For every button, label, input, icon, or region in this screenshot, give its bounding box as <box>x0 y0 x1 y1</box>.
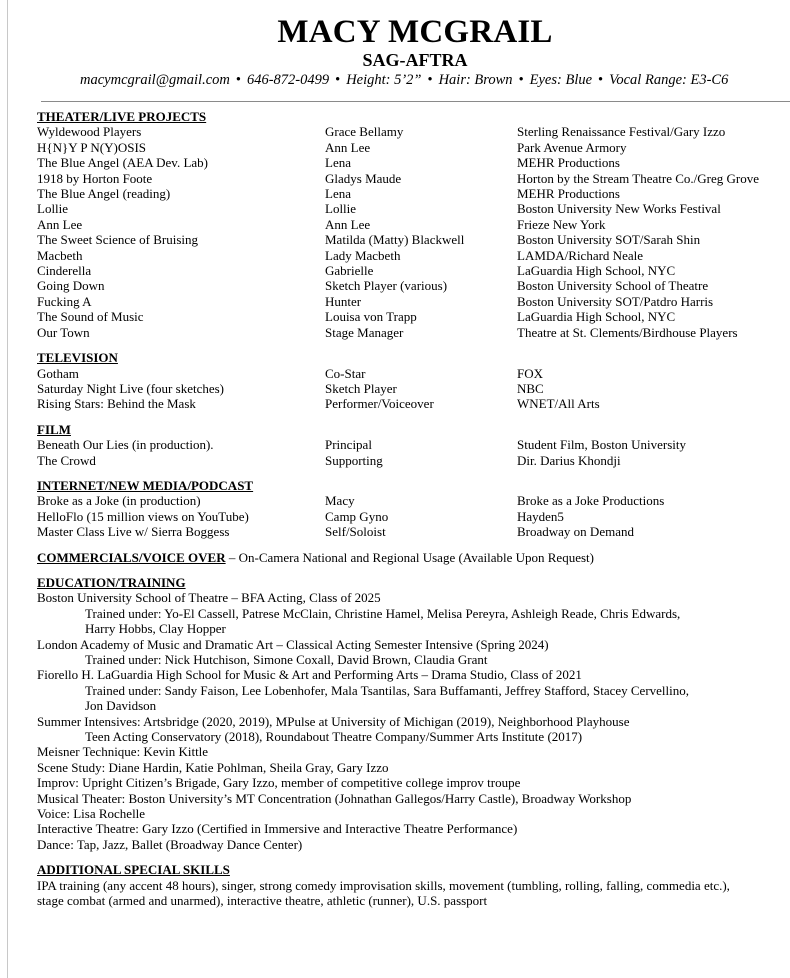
credit-company: LaGuardia High School, NYC <box>517 263 676 279</box>
credit-row <box>37 294 787 309</box>
credit-project: Our Town <box>37 324 90 340</box>
contact-height: Height: 5’2” <box>346 72 422 88</box>
credit-row <box>37 186 787 201</box>
education-line: Dance: Tap, Jazz, Ballet (Broadway Dance Center) <box>37 836 303 852</box>
credit-company: Horton by the Stream Theatre Co./Greg Grove <box>517 170 759 186</box>
credit-project: The Blue Angel (AEA Dev. Lab) <box>37 155 208 171</box>
credit-company: Boston University New Works Festival <box>517 201 721 217</box>
credit-role: Grace Bellamy <box>325 124 404 140</box>
credit-project: Going Down <box>37 278 105 294</box>
credit-row <box>37 155 787 170</box>
credit-role: Camp Gyno <box>325 508 389 524</box>
education-line: Fiorello H. LaGuardia High School for Music & Art and Performing Arts – Drama Studio, Class of 2021 <box>37 667 582 683</box>
credit-project: The Sound of Music <box>37 309 144 325</box>
credit-row <box>37 140 787 155</box>
section-title: COMMERCIALS/VOICE OVER <box>37 549 226 565</box>
credit-company: NBC <box>517 380 544 396</box>
credit-row <box>37 366 787 381</box>
contact-phone: 646-872-0499 <box>246 72 330 88</box>
credit-row <box>37 248 787 263</box>
credit-company: Boston University School of Theatre <box>517 278 709 294</box>
internet-section <box>37 478 787 540</box>
credit-company: Dir. Darius Khondji <box>517 452 621 468</box>
credit-company: LAMDA/Richard Neale <box>517 247 643 263</box>
credit-role: Co-Star <box>325 365 366 381</box>
credit-project: The Sweet Science of Bruising <box>37 232 199 248</box>
commercials-text: – On-Camera National and Regional Usage (Available Upon Request) <box>225 549 594 565</box>
credit-table <box>37 124 787 340</box>
contact-separator: • <box>235 72 241 88</box>
credit-row <box>37 453 787 468</box>
page-left-border <box>7 0 8 978</box>
education-detail-line: Trained under: Nick Hutchison, Simone Coxall, David Brown, Claudia Grant <box>85 652 488 667</box>
credit-role: Ann Lee <box>325 139 371 155</box>
credit-row <box>37 217 787 232</box>
television-section <box>37 350 787 412</box>
credit-project: Gotham <box>37 365 79 381</box>
education-lines <box>37 590 787 852</box>
credit-row <box>37 232 787 247</box>
credit-row <box>37 263 787 278</box>
credit-row <box>37 381 787 396</box>
education-line: Interactive Theatre: Gary Izzo (Certified in Immersive and Interactive Theatre Performance) <box>37 821 518 837</box>
theater-section <box>37 109 787 340</box>
credit-role: Performer/Voiceover <box>325 396 434 412</box>
credit-company: MEHR Productions <box>517 186 620 202</box>
credit-company: Frieze New York <box>517 216 606 232</box>
credit-row <box>37 509 787 524</box>
credit-role: Lena <box>325 155 351 171</box>
credit-project: Lollie <box>37 201 69 217</box>
education-line: Summer Intensives: Artsbridge (2020, 2019), MPulse at University of Michigan (2019), Neighborhood Playhouse <box>37 713 630 729</box>
section-title: INTERNET/NEW MEDIA/PODCAST <box>37 477 254 493</box>
skills-line: IPA training (any accent 48 hours), singer, strong comedy improvisation skills, movement (tumbling, rolling, falling, commedia etc.), <box>37 877 730 893</box>
commercials-section <box>37 550 787 565</box>
credit-role: Sketch Player <box>325 380 397 396</box>
resume-body <box>37 109 787 919</box>
credit-company: Park Avenue Armory <box>517 139 627 155</box>
credit-company: Boston University SOT/Patdro Harris <box>517 293 714 309</box>
credit-role: Ann Lee <box>325 216 371 232</box>
education-section <box>37 575 787 852</box>
credit-table <box>37 366 787 412</box>
education-line: Musical Theater: Boston University’s MT Concentration (Johnathan Gallegos/Harry Castle), Broadway Workshop <box>37 790 632 806</box>
credit-row <box>37 124 787 139</box>
education-line: London Academy of Music and Dramatic Art – Classical Acting Semester Intensive (Spring 2024) <box>37 636 549 652</box>
credit-role: Principal <box>325 437 372 453</box>
section-title: ADDITIONAL SPECIAL SKILLS <box>37 862 230 878</box>
credit-company: LaGuardia High School, NYC <box>517 309 676 325</box>
credit-project: Macbeth <box>37 247 83 263</box>
credit-project: The Crowd <box>37 452 96 468</box>
credit-role: Gladys Maude <box>325 170 402 186</box>
credit-role: Stage Manager <box>325 324 404 340</box>
education-detail-line: Harry Hobbs, Clay Hopper <box>85 621 226 637</box>
contact-line <box>80 71 780 89</box>
credit-role: Lollie <box>325 201 357 217</box>
credit-project: Cinderella <box>37 263 92 279</box>
contact-separator: • <box>598 72 604 88</box>
contact-separator: • <box>518 72 524 88</box>
credit-project: The Blue Angel (reading) <box>37 186 171 202</box>
section-title: FILM <box>37 421 71 437</box>
section-title: EDUCATION/TRAINING <box>37 574 186 590</box>
credit-table <box>37 437 787 468</box>
credit-project: Broke as a Joke (in production) <box>37 493 201 509</box>
credit-company: Sterling Renaissance Festival/Gary Izzo <box>517 124 726 140</box>
credit-role: Gabrielle <box>325 263 374 279</box>
education-line: Improv: Upright Citizen’s Brigade, Gary Izzo, member of competitive college improv troupe <box>37 775 521 791</box>
contact-separator: • <box>427 72 433 88</box>
credit-role: Supporting <box>325 452 383 468</box>
section-title: THEATER/LIVE PROJECTS <box>37 109 207 124</box>
credit-company: MEHR Productions <box>517 155 620 171</box>
credit-project: Wyldewood Players <box>37 124 142 140</box>
union-affiliation: SAG-AFTRA <box>362 50 468 70</box>
section-title: TELEVISION <box>37 350 118 366</box>
film-section <box>37 422 787 468</box>
credit-role: Self/Soloist <box>325 524 386 540</box>
credit-role: Louisa von Trapp <box>325 309 417 325</box>
credit-table <box>37 493 787 539</box>
credit-project: Fucking A <box>37 293 92 309</box>
credit-project: HelloFlo (15 million views on YouTube) <box>37 508 249 524</box>
education-line: Meisner Technique: Kevin Kittle <box>37 744 209 760</box>
credit-company: Hayden5 <box>517 508 564 524</box>
education-line: Voice: Lisa Rochelle <box>37 806 146 822</box>
contact-eyes: Eyes: Blue <box>529 72 593 88</box>
credit-company: Student Film, Boston University <box>517 437 687 453</box>
skills-section <box>37 862 787 908</box>
skills-line: stage combat (armed and unarmed), interactive theatre, athletic (runner), U.S. passport <box>37 893 488 909</box>
credit-row <box>37 396 787 411</box>
credit-company: Theatre at St. Clements/Birdhouse Players <box>517 324 738 340</box>
contact-email[interactable]: macymcgrail@gmail.com <box>80 72 230 88</box>
contact-separator: • <box>335 72 341 88</box>
credit-project: Saturday Night Live (four sketches) <box>37 380 225 396</box>
credit-row <box>37 201 787 216</box>
credit-role: Lady Macbeth <box>325 247 401 263</box>
resume-name: MACY MCGRAIL <box>277 14 553 50</box>
credit-company: Boston University SOT/Sarah Shin <box>517 232 701 248</box>
credit-row <box>37 325 787 340</box>
credit-row <box>37 171 787 186</box>
education-detail-line: Teen Acting Conservatory (2018), Roundabout Theatre Company/Summer Arts Institute (2017) <box>85 729 583 745</box>
credit-row <box>37 524 787 539</box>
credit-company: WNET/All Arts <box>517 396 600 412</box>
credit-row <box>37 437 787 452</box>
credit-role: Sketch Player (various) <box>325 278 448 294</box>
credit-project: Rising Stars: Behind the Mask <box>37 396 196 412</box>
credit-row <box>37 278 787 293</box>
credit-company: FOX <box>517 365 544 381</box>
education-detail-line: Jon Davidson <box>85 698 157 714</box>
education-detail-line: Trained under: Sandy Faison, Lee Lobenhofer, Mala Tsantilas, Sara Buffamanti, Jeffrey Stafford, Stacey Cervellino, <box>85 682 690 698</box>
contact-hair: Hair: Brown <box>438 72 513 88</box>
credit-role: Macy <box>325 493 355 509</box>
header-divider <box>41 101 790 102</box>
credit-company: Broadway on Demand <box>517 524 634 540</box>
credit-role: Matilda (Matty) Blackwell <box>325 232 465 248</box>
education-line: Scene Study: Diane Hardin, Katie Pohlman, Sheila Gray, Gary Izzo <box>37 759 389 775</box>
credit-role: Lena <box>325 186 351 202</box>
education-line: Boston University School of Theatre – BFA Acting, Class of 2025 <box>37 590 381 606</box>
credit-project: Ann Lee <box>37 216 83 232</box>
credit-project: 1918 by Horton Foote <box>37 170 153 186</box>
credit-role: Hunter <box>325 293 362 309</box>
credit-row <box>37 493 787 508</box>
credit-project: Master Class Live w/ Sierra Boggess <box>37 524 230 540</box>
credit-project: Beneath Our Lies (in production). <box>37 437 214 453</box>
contact-vocal-range: Vocal Range: E3-C6 <box>609 72 729 88</box>
education-detail-line: Trained under: Yo-El Cassell, Patrese McClain, Christine Hamel, Melisa Pereyra, Ashleigh Reade, Chris Edwards, <box>85 605 681 621</box>
credit-company: Broke as a Joke Productions <box>517 493 665 509</box>
credit-row <box>37 309 787 324</box>
credit-project: H{N}Y P N(Y)OSIS <box>37 139 147 155</box>
